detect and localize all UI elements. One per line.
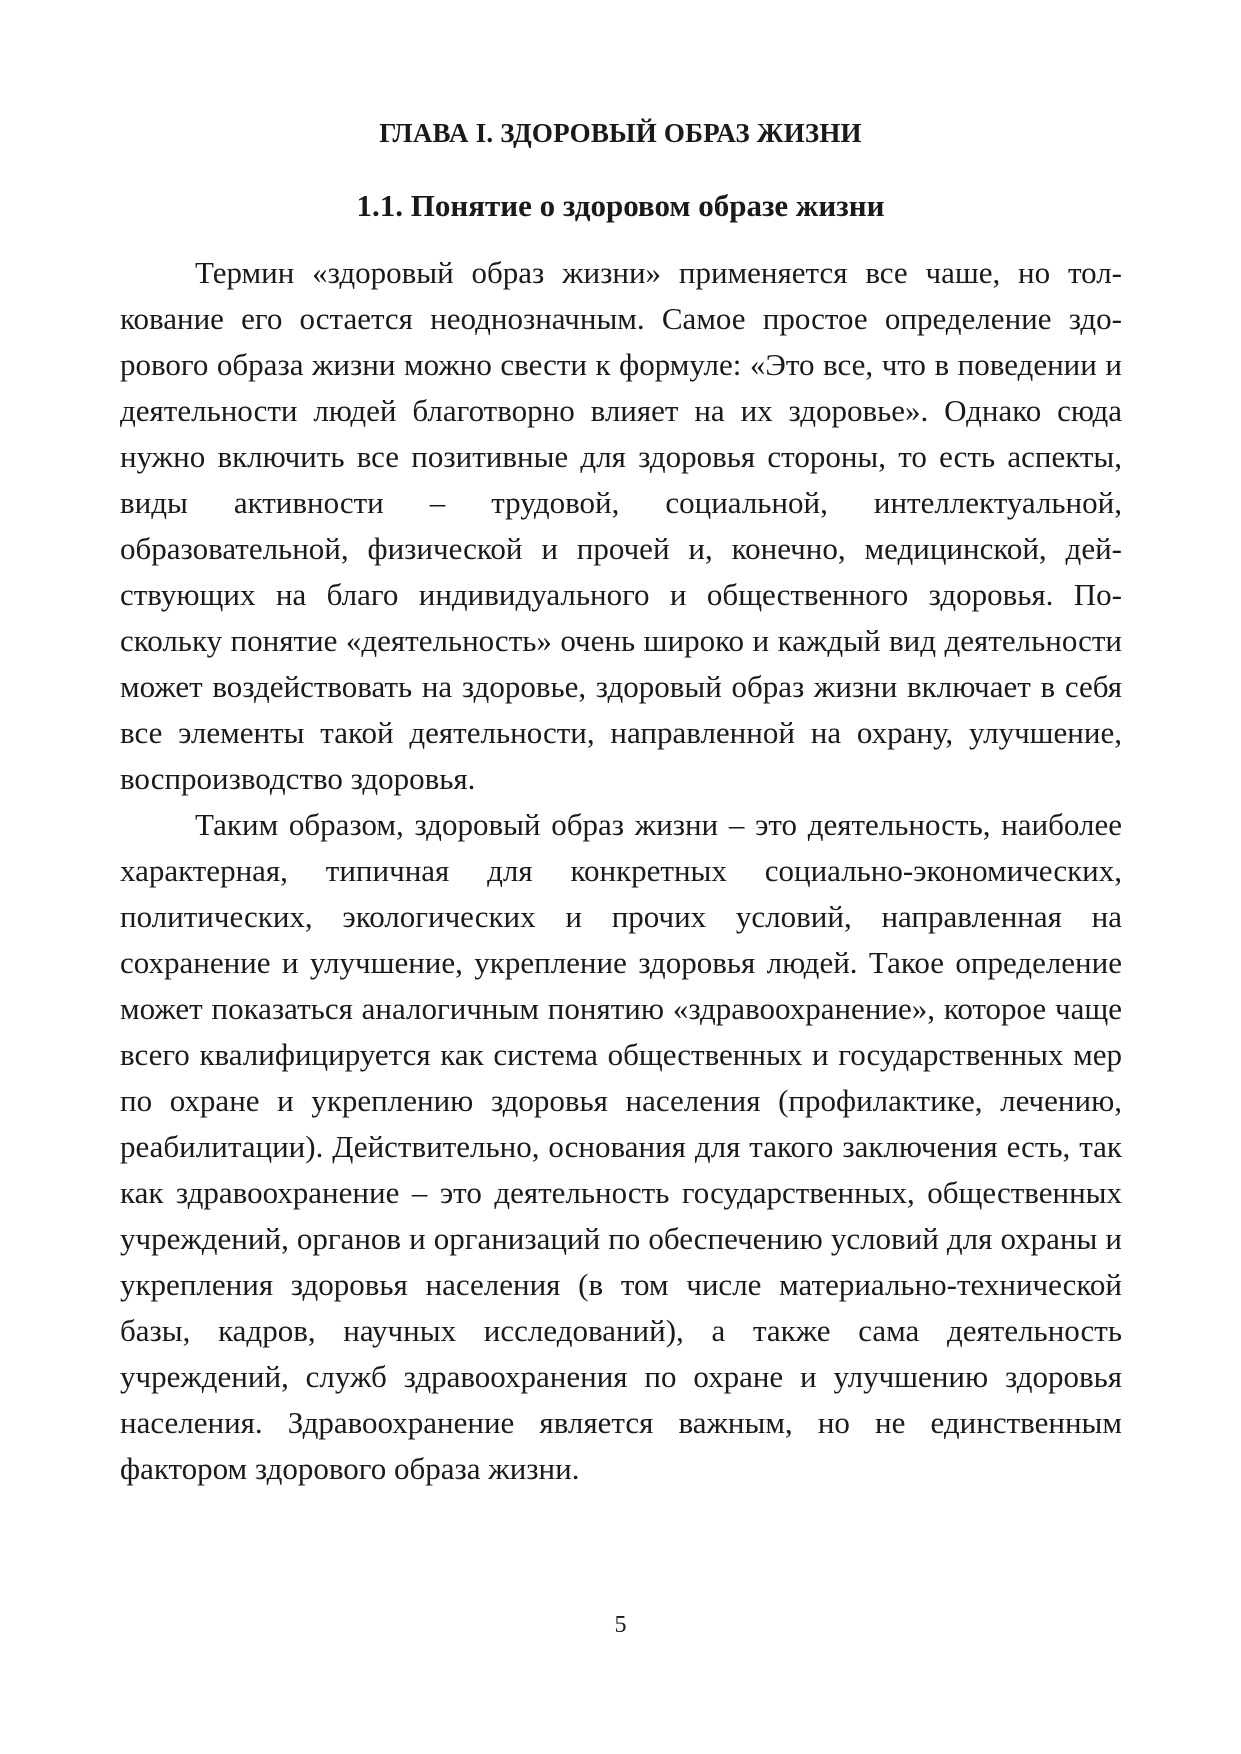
page-number: 5 [614, 1612, 627, 1638]
paragraph-2: Таким образом, здоровый образ жизни – это деятельность, наиболее характерная, типичная для конкретных социально-экономических, политических, экологических и прочих условий, направленная на сохранение и улучшение, укрепление здоровья людей. Такое определение может показаться аналогичным понятию «здравоохранение», которое чаще всего квалифицируется как система общественных и государственных мер по охране и укреплению здоровья населения (профилактике, лечению, реабилитации). Действительно, основания для такого заключения есть, так как здравоохранение – это деятельность государственных, общественных учреждений, органов и организаций по обеспечению условий для охраны и укрепления здоровья населения (в том числе материально-технической базы, кадров, научных исследований), а также сама деятельность учреждений, служб здравоохранения по охране и улучшению здоровья населения. Здравоохранение является важным, но не единственным фактором здорового образа жизни. [120, 807, 1122, 1486]
paragraph-1: Термин «здоровый образ жизни» применяется все чаше, но толкование его остается неоднозначным. Самое простое определение здорового образа жизни можно свести к формуле: «Это все, что в поведении и деятельности людей благотворно влияет на их здоровье». Однако сюда нужно включить все позитивные для здоровья стороны, то есть аспекты, виды активности – трудовой, социальной, интеллектуальной, образовательной, физической и прочей и, конечно, медицинской, действующих на благо индивидуального и общественного здоровья. Поскольку понятие «деятельность» очень широко и каждый вид деятельности может воздействовать на здоровье, здоровый образ жизни включает в себя все элементы такой деятельности, направленной на охрану, улучшение, воспроизводство здоровья. [120, 255, 1122, 796]
chapter-title: ГЛАВА I. ЗДОРОВЫЙ ОБРАЗ ЖИЗНИ [379, 118, 862, 148]
section-title: 1.1. Понятие о здоровом образе жизни [356, 188, 885, 223]
body-text [120, 250, 1122, 1492]
